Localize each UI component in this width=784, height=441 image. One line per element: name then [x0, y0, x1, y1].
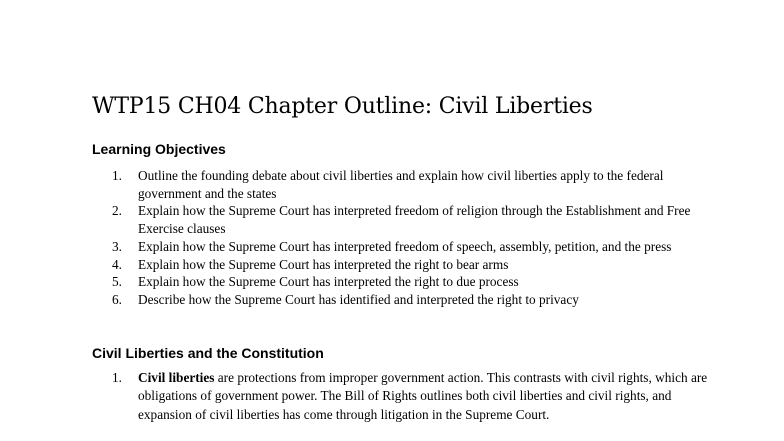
page-title: WTP15 CH04 Chapter Outline: Civil Liberties — [92, 94, 593, 119]
list-item-number: 4. — [112, 256, 122, 272]
list-item — [92, 202, 712, 237]
list-item-number: 1. — [112, 168, 122, 183]
learning-objectives-list — [92, 167, 712, 309]
list-item-number: 2. — [112, 203, 122, 219]
civil-liberties-constitution-list — [92, 369, 712, 424]
list-item — [92, 167, 712, 202]
list-item — [92, 369, 712, 424]
list-item — [92, 273, 712, 291]
list-item-number: 6. — [112, 291, 122, 307]
list-item-number: 3. — [112, 238, 122, 254]
list-item-text: Explain how the Supreme Court has interpreted the right to bear arms — [138, 256, 509, 272]
list-item-number: 5. — [112, 274, 122, 290]
civil-liberties-constitution-heading: Civil Liberties and the Constitution — [92, 345, 324, 361]
key-term-definition: are protections from improper government action. This contrasts with civil rights, which are obligations of government power. The Bill of Rights outlines both civil liberties and civil rights, and expansion of civil liberties has come through litigation in the Supreme Court. — [138, 370, 708, 422]
list-item-text: Describe how the Supreme Court has identified and interpreted the right to privacy — [138, 291, 579, 307]
list-item — [92, 291, 712, 309]
list-item-text: Explain how the Supreme Court has interpreted freedom of speech, assembly, petition, and the press — [138, 238, 672, 254]
list-item-text: Explain how the Supreme Court has interpreted freedom of religion through the Establishment and Free Exercise clauses — [138, 203, 691, 237]
list-item-text: Outline the founding debate about civil liberties and explain how civil liberties apply to the federal government and the states — [138, 168, 664, 201]
list-item-text — [138, 369, 712, 424]
list-item-text: Explain how the Supreme Court has interpreted the right to due process — [138, 274, 519, 290]
key-term: Civil liberties — [138, 370, 215, 385]
list-item-number: 1. — [112, 370, 122, 385]
learning-objectives-heading: Learning Objectives — [92, 141, 226, 157]
list-item — [92, 256, 712, 274]
list-item — [92, 238, 712, 256]
